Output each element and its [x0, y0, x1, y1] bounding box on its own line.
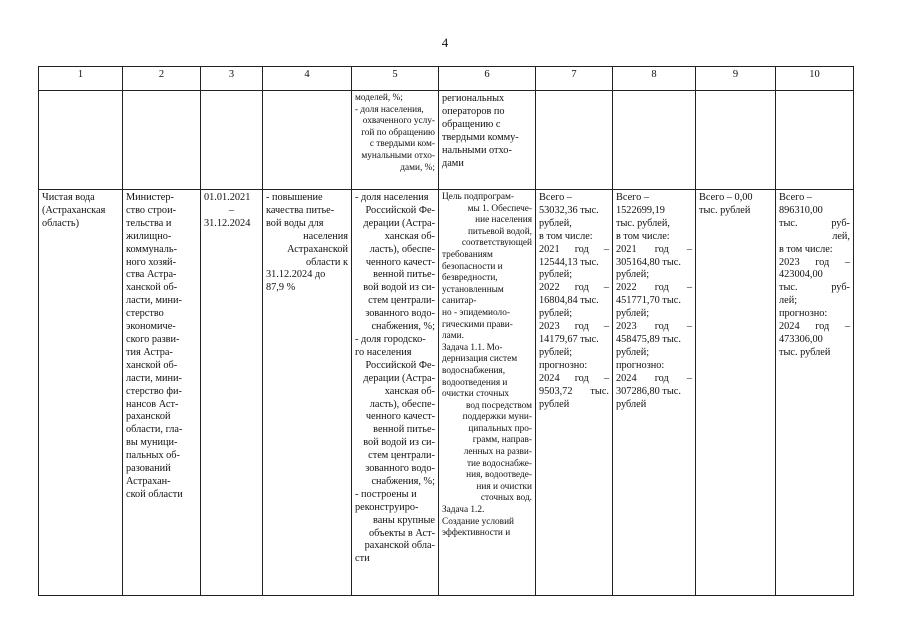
funding-line: 12544,13 тыс.	[539, 256, 599, 268]
funding-line: Всего –	[779, 192, 812, 203]
indicators-line: ханская об-	[384, 385, 435, 397]
goals-line: гическими прави-	[442, 319, 513, 330]
funding-line	[779, 282, 850, 295]
funding-line: рублей;	[539, 308, 573, 320]
indicators-line: вой водой из си-	[363, 282, 435, 294]
indicators-line: го населения	[355, 346, 412, 358]
cont-indicators-line: дами, %;	[400, 162, 435, 173]
funding-line	[616, 244, 692, 257]
goals-line: Цель подпрограм-	[442, 192, 514, 202]
funding-unit: руб-	[831, 217, 850, 229]
results-line: области к	[306, 256, 348, 268]
executors-line: ласти, мини-	[126, 295, 182, 307]
funding-line: 16804,84 тыс.	[539, 295, 599, 307]
funding-line: прогнозно:	[539, 359, 588, 371]
cont-indicators-line: с твердыми ком-	[369, 139, 435, 150]
indicators-line: Российской Фе-	[365, 359, 435, 371]
indicators-line: ченного качест-	[365, 411, 435, 423]
funding-line: тыс. рублей,	[616, 217, 670, 229]
cont-indicators-cell	[352, 91, 439, 190]
cont-goals-cell	[439, 91, 536, 190]
goals-cell	[439, 190, 536, 596]
funding-line: прогнозно:	[616, 359, 665, 371]
funding-year: 2023	[616, 321, 637, 333]
project-name-line: (Астраханская	[42, 204, 106, 216]
goals-line: Создание условий	[442, 516, 515, 527]
funding-federal-cell	[536, 190, 613, 596]
funding-year: 2022	[539, 282, 560, 294]
indicators-line: снабжения, %;	[371, 321, 435, 333]
cont-goals-line: дами	[442, 157, 464, 169]
funding-dash: –	[686, 321, 692, 333]
funding-year: 2022	[616, 282, 637, 294]
goals-line: установленным	[442, 284, 504, 295]
funding-line: рублей,	[539, 217, 572, 229]
goals-line: Задача 1.1. Мо-	[442, 342, 503, 353]
funding-line: 423004,00	[779, 269, 823, 281]
funding-line: Всего –	[616, 192, 649, 203]
funding-line	[539, 244, 609, 257]
goals-line: ние населения	[475, 215, 532, 226]
executors-line: стерство	[126, 308, 164, 320]
goals-line: но - эпидемиоло-	[442, 307, 510, 318]
funding-dash: –	[844, 256, 850, 268]
header-row	[39, 67, 854, 91]
indicators-line: дерации (Астра-	[363, 372, 435, 384]
funding-year-label: год	[574, 243, 589, 255]
goals-line: очистки сточных	[442, 389, 510, 400]
page-number: 4	[441, 35, 449, 50]
executors-line: экономиче-	[126, 321, 176, 333]
funding-line	[539, 321, 609, 334]
executors-line: жилищно-	[126, 230, 172, 242]
executors-line: Министер-	[126, 192, 174, 203]
indicators-line: ханская об-	[384, 230, 435, 242]
funding-year-label: год	[654, 372, 669, 384]
indicators-line: объекты в Аст-	[369, 527, 435, 539]
indicators-line: реконструиро-	[355, 501, 419, 513]
program-row	[39, 190, 854, 596]
goals-line: лами.	[442, 331, 464, 342]
indicators-line: - доля городско-	[355, 333, 426, 345]
executors-line: ласти, мини-	[126, 372, 182, 384]
goals-line: ния и очистки	[476, 481, 532, 492]
executors-line: области, гла-	[126, 424, 183, 436]
cont-cell-2	[123, 91, 201, 190]
results-cell	[263, 190, 352, 596]
results-line: 87,9 %	[266, 282, 296, 294]
cont-cell-8	[613, 91, 696, 190]
executors-line: ского разви-	[126, 333, 180, 345]
funding-year: 2024	[539, 372, 560, 384]
executors-line: Астрахан-	[126, 475, 171, 487]
indicators-line: - построены и	[355, 488, 417, 500]
indicators-line: ченного качест-	[365, 256, 435, 268]
funding-line: 1522699,19	[616, 204, 665, 216]
funding-line	[779, 218, 850, 231]
funding-line: Всего –	[539, 192, 572, 203]
funding-line: 458475,89 тыс.	[616, 333, 681, 345]
executors-line: вы муници-	[126, 437, 178, 449]
indicators-line: вой водой из си-	[363, 437, 435, 449]
funding-line: лей;	[779, 295, 798, 307]
funding-dash: –	[686, 243, 692, 255]
results-line: качества питье-	[266, 204, 335, 216]
funding-line: 305164,80 тыс.	[616, 256, 681, 268]
funding-unit: руб-	[831, 282, 850, 294]
indicators-line: дерации (Астра-	[363, 217, 435, 229]
goals-line: дернизация систем	[442, 354, 518, 365]
funding-year-label: год	[654, 282, 669, 294]
goals-line: питьевой водой,	[467, 226, 532, 237]
funding-line	[539, 386, 609, 399]
funding-year: 2021	[539, 243, 560, 255]
goals-line: тие водоснабже-	[466, 458, 532, 469]
funding-year-label: год	[574, 372, 589, 384]
executors-line: разований	[126, 463, 171, 475]
funding-line: 896310,00	[779, 204, 823, 216]
indicators-line: стем централи-	[368, 450, 435, 462]
indicators-line: зованного водо-	[365, 463, 435, 475]
funding-year: 2021	[616, 243, 637, 255]
results-line: 31.12.2024 до	[266, 269, 326, 281]
funding-line: тыс. рублей	[779, 346, 831, 358]
funding-year: 2023	[779, 256, 800, 268]
indicators-line: ласть), обеспе-	[369, 243, 435, 255]
goals-line: безвредности,	[442, 273, 498, 284]
goals-line: ленных на разви-	[463, 447, 532, 458]
goals-line: безопасности и	[442, 261, 503, 272]
funding-regional-cell	[613, 190, 696, 596]
funding-year-label: год	[574, 321, 589, 333]
funding-dash: –	[603, 372, 609, 384]
funding-dash: –	[686, 372, 692, 384]
results-line: вой воды для	[266, 217, 324, 229]
funding-line: тыс. рублей	[699, 204, 751, 216]
indicators-line: венной питье-	[373, 269, 435, 281]
funding-unit: тыс.	[590, 385, 609, 397]
funding-line: в том числе:	[616, 230, 670, 242]
funding-year-label: год	[654, 321, 669, 333]
funding-line: 473306,00	[779, 333, 823, 345]
indicators-line: раханской обла-	[364, 540, 435, 552]
cont-goals-line: операторов по	[442, 105, 505, 117]
header-col-8: 8	[613, 67, 696, 91]
funding-year-label: год	[574, 282, 589, 294]
funding-line	[779, 257, 850, 270]
period-dash: –	[228, 204, 235, 216]
program-table	[38, 66, 854, 596]
goals-line: соответствующей	[461, 238, 532, 249]
funding-line: рублей;	[539, 346, 573, 358]
funding-line	[779, 321, 850, 334]
cont-goals-line: нальными отхо-	[442, 144, 512, 156]
header-col-4: 4	[263, 67, 352, 91]
funding-year: 2024	[779, 321, 800, 333]
funding-dash: –	[603, 243, 609, 255]
funding-amount: 9503,72	[539, 385, 573, 397]
goals-line: мы 1. Обеспече-	[467, 203, 532, 214]
cont-cell-10	[776, 91, 854, 190]
funding-dash: –	[844, 321, 850, 333]
funding-line	[616, 321, 692, 334]
cont-cell-3	[201, 91, 263, 190]
header-col-1: 1	[39, 67, 123, 91]
funding-dash: –	[603, 321, 609, 333]
funding-year: 2023	[539, 321, 560, 333]
funding-year: 2024	[616, 372, 637, 384]
indicators-line: Российской Фе-	[365, 204, 435, 216]
indicators-line: стем централи-	[368, 295, 435, 307]
cont-cell-7	[536, 91, 613, 190]
cont-cell-4	[263, 91, 352, 190]
cont-indicators-line: - доля населения,	[355, 104, 424, 115]
funding-line	[616, 373, 692, 386]
executors-line: стерство фи-	[126, 385, 182, 397]
goals-line: ципальных про-	[468, 423, 532, 434]
header-col-7: 7	[536, 67, 613, 91]
goals-line: Задача 1.2.	[442, 505, 485, 516]
cont-cell-1	[39, 91, 123, 190]
goals-line: эффективности и	[442, 528, 511, 539]
header-col-5: 5	[352, 67, 439, 91]
funding-line: 451771,70 тыс.	[616, 295, 681, 307]
indicators-line: сти	[355, 553, 370, 565]
funding-line: 53032,36 тыс.	[539, 204, 599, 216]
funding-line: в том числе:	[539, 230, 593, 242]
executors-line: пальных об-	[126, 450, 180, 462]
executors-line: тельства и	[126, 217, 172, 229]
funding-year-label: год	[654, 243, 669, 255]
executors-line: ного хозяй-	[126, 256, 176, 268]
goals-line: водоснабжения,	[442, 365, 506, 376]
cont-indicators-line: моделей, %;	[355, 93, 403, 103]
funding-line	[539, 373, 609, 386]
funding-line: рублей	[616, 398, 647, 410]
cont-indicators-line: мунальными отхо-	[361, 150, 435, 161]
goals-line: сточных вод.	[480, 493, 532, 504]
funding-line	[616, 282, 692, 295]
goals-line: ния, водоотведе-	[466, 470, 532, 481]
continuation-row	[39, 91, 854, 190]
funding-line: рублей;	[616, 308, 650, 320]
executors-line: раханской	[126, 411, 171, 423]
project-name-line: Чистая вода	[42, 192, 95, 203]
project-name-cell	[39, 190, 123, 596]
cont-indicators-line: гой по обращению	[361, 127, 435, 138]
period-start: 01.01.2021	[204, 192, 251, 203]
funding-line: 307286,80 тыс.	[616, 385, 681, 397]
funding-line	[539, 282, 609, 295]
funding-line: рублей;	[616, 346, 650, 358]
funding-local-cell	[696, 190, 776, 596]
funding-dash: –	[603, 282, 609, 294]
funding-line: Всего – 0,00	[699, 192, 753, 203]
period-cell	[201, 190, 263, 596]
executors-line: тия Астра-	[126, 346, 173, 358]
executors-line: коммуналь-	[126, 243, 178, 255]
funding-unit: тыс.	[779, 217, 798, 229]
results-line: - повышение	[266, 192, 323, 203]
cont-goals-line: региональных	[442, 93, 505, 104]
goals-line: санитар-	[442, 296, 477, 307]
executors-line: ство строи-	[126, 204, 177, 216]
funding-line: в том числе:	[779, 243, 833, 255]
funding-year-label: год	[815, 256, 830, 268]
funding-dash: –	[686, 282, 692, 294]
funding-unit: тыс.	[779, 282, 798, 294]
project-name-line: область)	[42, 217, 80, 229]
cont-cell-9	[696, 91, 776, 190]
executors-line: ства Астра-	[126, 269, 177, 281]
funding-extra-cell	[776, 190, 854, 596]
results-line: населения	[303, 230, 348, 242]
goals-line: водоотведения и	[442, 377, 508, 388]
funding-line: рублей	[539, 398, 570, 410]
goals-line: требованиям	[442, 249, 493, 260]
header-col-6: 6	[439, 67, 536, 91]
executors-line: ханской об-	[126, 282, 178, 294]
indicators-line: венной питье-	[373, 424, 435, 436]
funding-line: рублей;	[539, 269, 573, 281]
executors-line: нансов Аст-	[126, 398, 179, 410]
cont-goals-line: обращению с	[442, 118, 501, 130]
indicators-line: ласть), обеспе-	[369, 398, 435, 410]
funding-line: рублей;	[616, 269, 650, 281]
indicators-line: - доля населения	[355, 192, 429, 203]
header-col-10: 10	[776, 67, 854, 91]
executors-cell	[123, 190, 201, 596]
cont-goals-line: твердыми комму-	[442, 131, 519, 143]
header-col-9: 9	[696, 67, 776, 91]
indicators-cell	[352, 190, 439, 596]
executors-line: ской области	[126, 488, 183, 500]
executors-line: ханской об-	[126, 359, 178, 371]
indicators-line: снабжения, %;	[371, 475, 435, 487]
funding-line: лей,	[832, 230, 850, 242]
goals-line: вод посредством	[466, 400, 532, 411]
funding-year-label: год	[815, 321, 830, 333]
period-end: 31.12.2024	[204, 217, 251, 229]
results-line: Астраханской	[287, 243, 348, 255]
header-col-3: 3	[201, 67, 263, 91]
goals-line: грамм, направ-	[472, 435, 532, 446]
indicators-line: зованного водо-	[365, 308, 435, 320]
goals-line: поддержки муни-	[462, 412, 532, 423]
indicators-line: ваны крупные	[373, 514, 435, 526]
funding-line: 14179,67 тыс.	[539, 333, 599, 345]
cont-indicators-line: охваченного услу-	[362, 116, 435, 127]
header-col-2: 2	[123, 67, 201, 91]
funding-line: прогнозно:	[779, 308, 828, 320]
